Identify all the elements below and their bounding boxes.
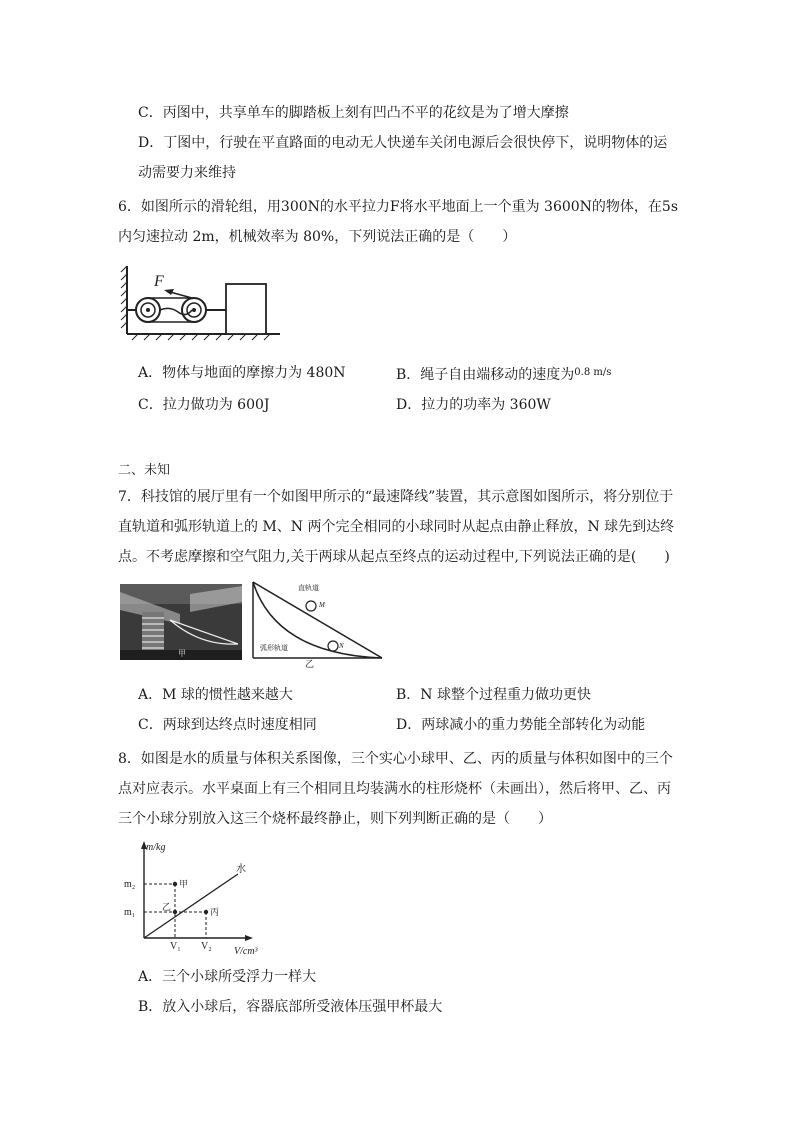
block (226, 284, 266, 334)
q8-option-b: B．放入小球后，容器底部所受液体压强甲杯最大 (138, 999, 443, 1015)
label-ball-m: M (319, 601, 325, 609)
section-heading: 二、未知 (118, 463, 171, 478)
q8-stem-line3: 三个小球分别放入这三个烧杯最终静止，则下列判断正确的是（ ） (118, 811, 552, 827)
q6-option-b-text: B．绳子自由端移动的速度为 (396, 367, 575, 383)
q6-option-b-value: 0.8 m/s (574, 367, 612, 378)
q7-option-c: C．两球到达终点时速度相同 (138, 717, 317, 733)
label-ball-n: N (339, 642, 344, 650)
x-tick-v1: V₁ (170, 941, 181, 952)
y-axis-label: m/kg (146, 842, 166, 853)
q7-stem-line3: 点。不考虑摩擦和空气阻力,关于两球从起点至终点的运动过程中,下列说法正确的是( ) (118, 549, 670, 565)
q7-option-d: D．两球减小的重力势能全部转化为动能 (396, 717, 646, 733)
q6-option-d: D．拉力的功率为 360W (396, 397, 551, 413)
q6-option-a: A．物体与地面的摩擦力为 480N (138, 365, 346, 381)
label-bing: 丙 (210, 908, 220, 918)
exhibit-photo (120, 584, 242, 660)
point-bing (204, 910, 208, 914)
x-tick-v2: V₂ (201, 941, 212, 952)
q8-stem-line1: 8．如图是水的质量与体积关系图像，三个实心小球甲、乙、丙的质量与体积如图中的三个 (118, 751, 673, 767)
water-line-label: 水 (236, 864, 246, 875)
label-straight-track: 直轨道 (298, 584, 319, 592)
pulley-figure (120, 262, 290, 340)
mass-volume-graph (120, 838, 280, 956)
label-jia: 甲 (179, 880, 189, 890)
ball-m (306, 601, 316, 611)
label-yi: 乙 (162, 903, 172, 913)
point-jia (173, 882, 177, 886)
diagram-caption: 乙 (305, 660, 315, 670)
q6-stem-line1: 6．如图所示的滑轮组，用300N的水平拉力F将水平地面上一个重为 3600N的物体，在5s (118, 199, 679, 215)
q6-stem-line2: 内匀速拉动 2m，机械效率为 80%，下列说法正确的是（ ） (118, 229, 517, 245)
q7-stem-line1: 7．科技馆的展厅里有一个如图甲所示的“最速降线”装置，其示意图如图所示，将分别位于 (118, 489, 674, 505)
q7-option-a: A．M 球的惯性越来越大 (138, 687, 293, 703)
q6-option-b (396, 364, 611, 384)
water-line (144, 874, 238, 938)
brachistochrone-diagram (248, 580, 384, 670)
q8-option-a: A．三个小球所受浮力一样大 (138, 969, 317, 985)
x-axis-label: V/cm³ (234, 946, 258, 957)
label-arc-track: 弧形轨道 (260, 644, 288, 652)
q7-stem-line2: 直轨道和弧形轨道上的 M、N 两个完全相同的小球同时从起点由静止释放，N 球先到达终 (118, 519, 675, 535)
q8-stem-line2: 点对应表示。水平桌面上有三个相同且均装满水的柱形烧杯（未画出），然后将甲、乙、丙 (118, 781, 671, 797)
q5-option-c: C．丙图中，共享单车的脚踏板上刻有凹凸不平的花纹是为了增大摩擦 (138, 105, 569, 121)
q6-option-c: C．拉力做功为 600J (138, 397, 270, 413)
point-yi (173, 910, 177, 914)
photo-caption: 甲 (178, 649, 186, 658)
force-label: F (154, 273, 164, 290)
y-tick-m2: m₂ (124, 879, 136, 890)
ball-n (328, 641, 338, 651)
q5-option-d-line2: 动需要力来维持 (138, 165, 236, 181)
q7-option-b: B．N 球整个过程重力做功更快 (396, 687, 591, 703)
y-tick-m1: m₁ (124, 907, 136, 918)
q5-option-d-line1: D．丁图中，行驶在平直路面的电动无人快递车关闭电源后会很快停下，说明物体的运 (138, 135, 668, 151)
